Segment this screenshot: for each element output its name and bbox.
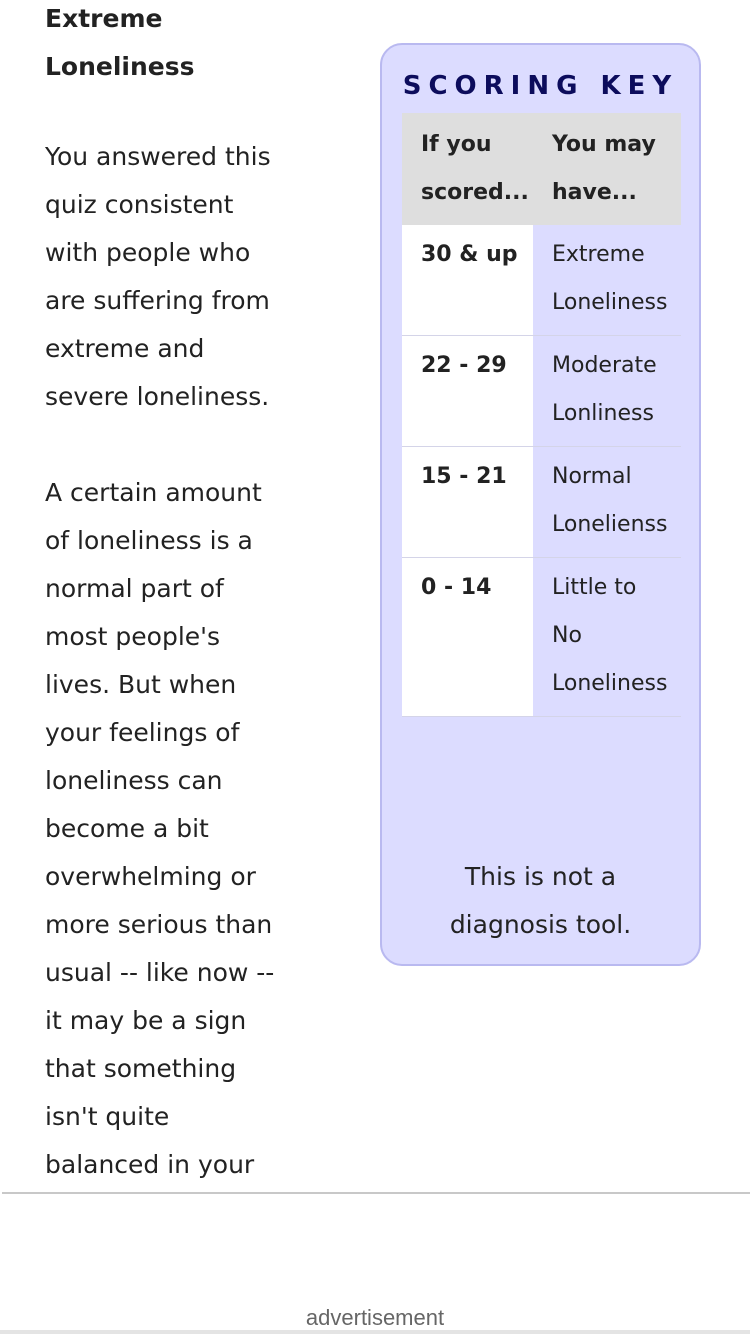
- advertisement-label: advertisement: [305, 1305, 445, 1330]
- loneliness-level: Normal Lonelienss: [533, 447, 681, 558]
- scoring-key-panel: [380, 43, 701, 966]
- table-header-row: [402, 113, 681, 225]
- table-row: [402, 336, 681, 447]
- score-range: 30 & up: [402, 225, 533, 336]
- scoring-key-table: [402, 113, 681, 717]
- loneliness-level: Extreme Loneliness: [533, 225, 681, 336]
- score-range: 22 - 29: [402, 336, 533, 447]
- header-result: You may have...: [533, 113, 681, 225]
- result-title: Extreme Loneliness: [45, 4, 195, 81]
- divider: [2, 1192, 750, 1194]
- disclaimer-text: This is not a diagnosis tool.: [449, 862, 632, 939]
- result-section: [45, 0, 275, 1189]
- result-paragraph: You answered this quiz consistent with people who are suffering from extreme and severe loneliness.: [45, 142, 271, 411]
- header-score: If you scored...: [402, 113, 533, 225]
- table-row: [402, 558, 681, 717]
- loneliness-level: Little to No Loneliness: [533, 558, 681, 717]
- score-range: 0 - 14: [402, 558, 533, 717]
- scoring-key-title: SCORING KEY: [402, 71, 679, 101]
- loneliness-level: Moderate Lonliness: [533, 336, 681, 447]
- table-row: [402, 225, 681, 336]
- score-range: 15 - 21: [402, 447, 533, 558]
- advertisement-slot[interactable]: [0, 1330, 750, 1334]
- table-row: [402, 447, 681, 558]
- result-paragraph: A certain amount of loneliness is a normal part of most people's lives. But when your feelings of loneliness can become a bit overwhelming or more serious than usual -- like now -- it may be a sign that something isn't quite balanced in your: [45, 478, 275, 1179]
